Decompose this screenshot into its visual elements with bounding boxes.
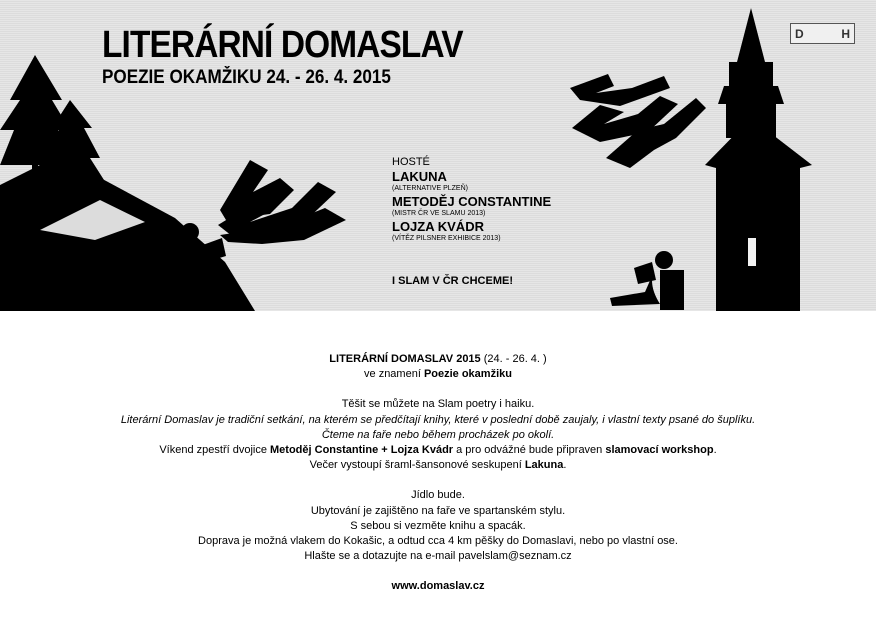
performers: Metoděj Constantine + Lojza Kvádr [270,444,454,457]
slogan: I SLAM V ČR CHCEME! [392,275,513,287]
page-title: LITERÁRNÍ DOMASLAV [102,24,463,66]
church-window [748,238,756,266]
website-link[interactable]: www.domaslav.cz [391,580,485,593]
event-heading-title: LITERÁRNÍ DOMASLAV 2015 [329,353,481,365]
logo-letter-h: H [841,26,850,41]
guest-note: (MISTR ČR VE SLAMU 2013) [392,210,486,217]
text-line-italic [0,413,876,428]
event-description [0,352,876,595]
guest-name: LOJZA KVÁDR [392,219,484,234]
theme-prefix: ve znamení [364,368,424,381]
workshop: slamovací workshop [605,444,714,457]
guest-note: (ALTERNATIVE PLZEŇ) [392,185,468,192]
text-line: S sebou si vezměte knihu a spacák. [350,519,526,532]
zigzag-left-icon [218,160,346,244]
band-name: Lakuna [524,459,564,472]
text-line [0,443,876,458]
theme-name: Poezie okamžiku [423,368,512,381]
text-line: Doprava je možná vlakem do Kokašic, a odtud cca 4 km pěšky do Domaslavi, nebo po vlastní ose. [198,535,678,548]
text-line-italic [0,428,876,443]
italic-text: Literární Domaslav je tradiční setkání, na kterém se předčítají knihy, které v poslední době zaujaly, i vlastní texty psané do šuplíku. [120,413,756,426]
guest-name: METODĚJ CONSTANTINE [392,194,552,209]
church-icon [705,8,812,311]
italic-text: Čteme na faře nebo během procházek po okolí. [321,428,555,441]
event-heading-dates: (24. - 26. 4. ) [480,353,547,365]
text-line: Těšit se můžete na Slam poetry i haiku. [341,398,535,411]
text-line: Jídlo bude. [411,489,465,502]
event-theme [0,367,876,382]
page-subtitle: POEZIE OKAMŽIKU 24. - 26. 4. 2015 [102,67,391,88]
text-span: Večer vystoupí šraml-šansonové seskupení [309,459,525,472]
guests-label: HOSTÉ [392,156,430,168]
event-heading [0,352,876,367]
guest-name: LAKUNA [392,169,447,184]
dh-logo [790,23,855,44]
text-line: Ubytování je zajištěno na faře ve spartanském stylu. [310,504,566,517]
guest-list [392,156,551,243]
text-line [0,458,876,473]
guest-note: (VÍTĚZ PILSNER EXHIBICE 2013) [392,235,501,242]
text-span: Víkend zpestří dvojice [159,444,271,457]
zigzag-right-icon [570,74,706,168]
text-span: . [713,444,717,457]
text-line: Hlašte se a dotazujte na e-mail pavelslam@seznam.cz [304,550,572,563]
text-span: a pro odvážné bude připraven [453,444,606,457]
text-span: . [563,459,567,472]
reader-right-icon [610,251,684,310]
logo-letter-d: D [795,26,804,41]
